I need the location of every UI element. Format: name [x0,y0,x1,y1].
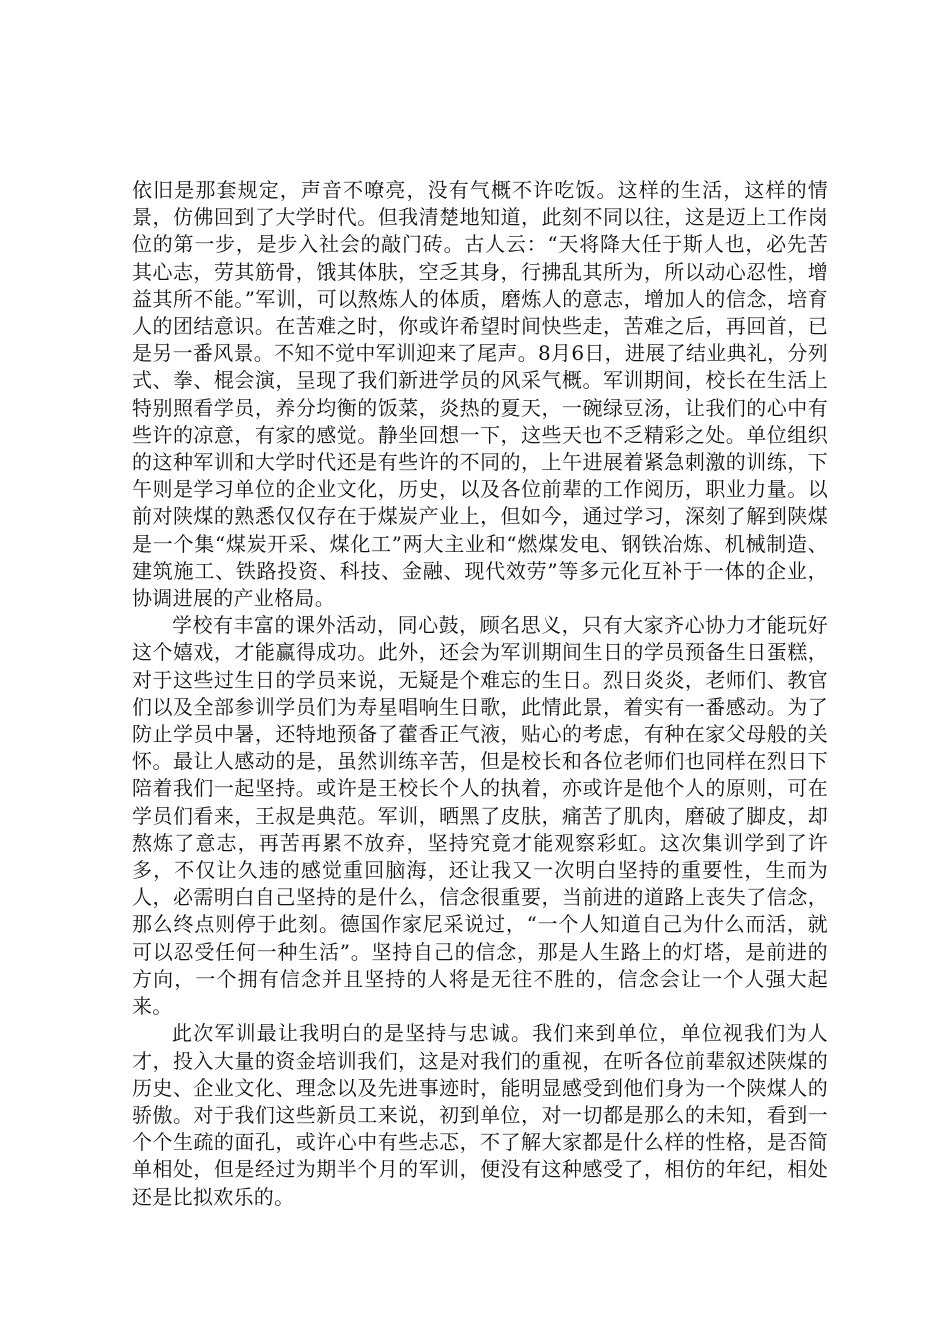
document-body [132,177,828,1211]
paragraph-1: 依旧是那套规定，声音不嘹亮，没有气概不许吃饭。这样的生活，这样的情景，仿佛回到了大学时代。但我清楚地知道，此刻不同以往，这是迈上工作岗位的第一步，是步入社会的敲门砖。古人云：“天将降大任于斯人也，必先苦其心志，劳其筋骨，饿其体肤，空乏其身，行拂乱其所为，所以动心忍性，增益其所不能。”军训，可以熬炼人的体质，磨炼人的意志，增加人的信念，培育人的团结意识。在苦难之时，你或许希望时间快些走，苦难之后，再回首，已是另一番风景。不知不觉中军训迎来了尾声。8月6日，进展了结业典礼，分列式、拳、棍会演，呈现了我们新进学员的风采气概。军训期间，校长在生活上特别照看学员，养分均衡的饭菜，炎热的夏天，一碗绿豆汤，让我们的心中有些许的凉意，有家的感觉。静坐回想一下，这些天也不乏精彩之处。单位组织的这种军训和大学时代还是有些许的不同的，上午进展着紧急刺激的训练，下午则是学习单位的企业文化，历史，以及各位前辈的工作阅历，职业力量。以前对陕煤的熟悉仅仅存在于煤炭产业上，但如今，通过学习，深刻了解到陕煤是一个集“煤炭开采、煤化工”两大主业和“燃煤发电、钢铁冶炼、机械制造、建筑施工、铁路投资、科技、金融、现代效劳”等多元化互补于一体的企业，协调进展的产业格局。 [132,178,828,611]
paragraph-3: 此次军训最让我明白的是坚持与忠诚。我们来到单位，单位视我们为人才，投入大量的资金培训我们，这是对我们的重视，在听各位前辈叙述陕煤的历史、企业文化、理念以及先进事迹时，能明显感受到他们身为一个陕煤人的骄傲。对于我们这些新员工来说，初到单位，对一切都是那么的未知，看到一个个生疏的面孔，或许心中有些忐忑，不了解大家都是什么样的性格，是否简单相处，但是经过为期半个月的军训，便没有这种感受了，相仿的年纪，相处还是比拟欢乐的。 [132,1021,828,1209]
paragraph-2: 学校有丰富的课外活动，同心鼓，顾名思义，只有大家齐心协力才能玩好这个嬉戏，才能赢得成功。此外，还会为军训期间生日的学员预备生日蛋糕，对于这些过生日的学员来说，无疑是个难忘的生日。烈日炎炎，老师们、教官们以及全部参训学员们为寿星唱响生日歌，此情此景，着实有一番感动。为了防止学员中暑，还特地预备了藿香正气液，贴心的考虑，有种在家父母般的关怀。最让人感动的是，虽然训练辛苦，但是校长和各位老师们也同样在烈日下陪着我们一起坚持。或许是王校长个人的执着，亦或许是他个人的原则，可在学员们看来，王叔是典范。军训，晒黑了皮肤，痛苦了肌肉，磨破了脚皮，却熬炼了意志，再苦再累不放弃，坚持究竟才能观察彩虹。这次集训学到了许多，不仅让久违的感觉重回脑海，还让我又一次明白坚持的重要性，生而为人，必需明白自己坚持的是什么，信念很重要，当前进的道路上丧失了信念，那么终点则停于此刻。德国作家尼采说过，“一个人知道自己为什么而活，就可以忍受任何一种生活”。坚持自己的信念，那是人生路上的灯塔，是前进的方向，一个拥有信念并且坚持的人将是无往不胜的，信念会让一个人强大起来。 [132,613,828,1019]
